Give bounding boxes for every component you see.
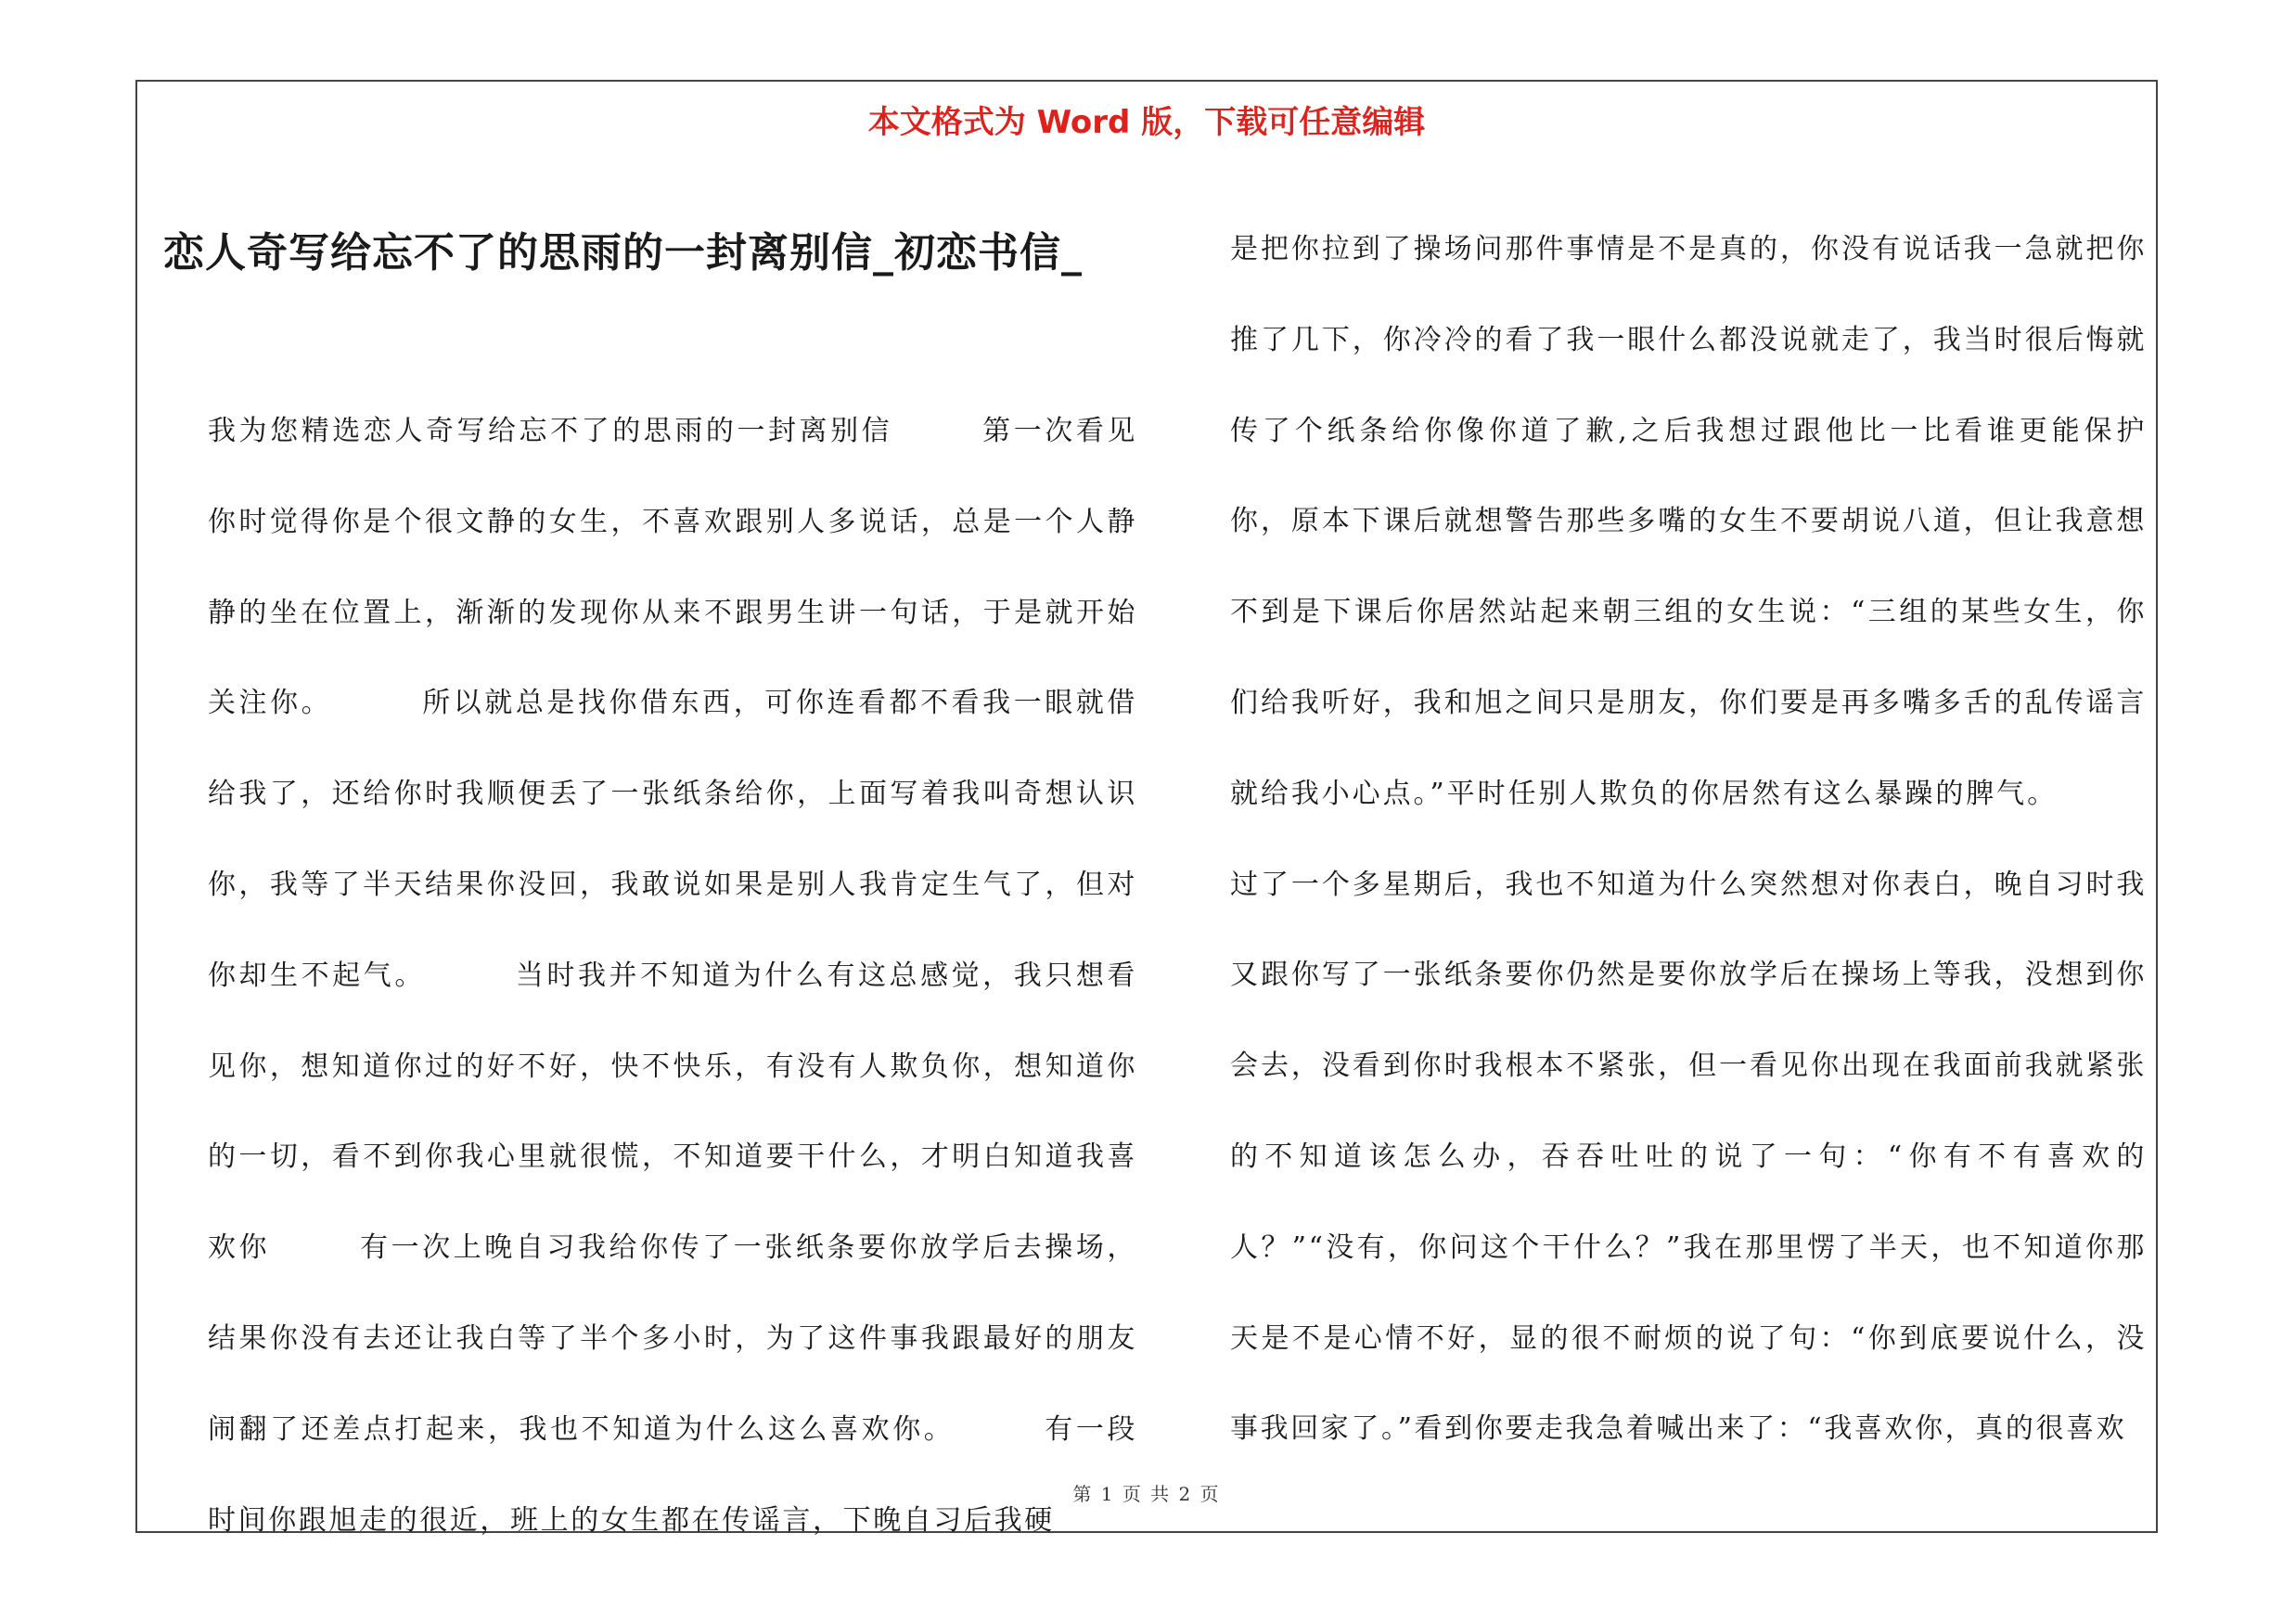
paragraph: 过了一个多星期后，我也不知道为什么突然想对你表白，晚自习时我又跟你写了一张纸条要你仍然是要你放学后在操场上等我，没想到你会去，没看到你时我根本不紧张，但一看见你出现在我面前我就紧张的不知道该怎么办，吞吞吐吐的说了一句：“你有不有喜欢的人？”“没有，你问这个干什么？”我在那里愣了半天，也不知道你那天是不是心情不好，显的很不耐烦的说了句：“你到底要说什么，没事我回家了。”看到你要走我急着喊出来了：“我喜欢你，真的很喜欢 (1230, 868, 2147, 1446)
right-text-column (1230, 204, 2147, 1520)
paragraph: 第一次看见你时觉得你是个很文静的女生，不喜欢跟别人多说话，总是一个人静静的坐在位置上，渐渐的发现你从来不跟男生讲一句话，于是就开始关注你。 (208, 415, 1137, 720)
word-format-banner: 本文格式为 Word 版，下载可任意编辑 (867, 104, 1426, 141)
paragraph: 所以就总是找你借东西，可你连看都不看我一眼就借给我了，还给你时我顺便丢了一张纸条给你，上面写着我叫奇想认识你，我等了半天结果你没回，我敢说如果是别人我肯定生气了，但对你却生不起气。 (208, 687, 1137, 992)
paragraph: 是把你拉到了操场问那件事情是不是真的，你没有说话我一急就把你推了几下，你冷冷的看了我一眼什么都没说就走了，我当时很后悔就传了个纸条给你像你道了歉,之后我想过跟他比一比看谁更能保护你，原本下课后就想警告那些多嘴的女生不要胡说八道，但让我意想不到是下课后你居然站起来朝三组的女生说：“三组的某些女生，你们给我听好，我和旭之间只是朋友，你们要是再多嘴多舌的乱传谣言就给我小心点。”平时任别人欺负的你居然有这么暴躁的脾气。 (1230, 233, 2147, 810)
page-number-footer: 第 1 页 共 2 页 (1072, 1483, 1221, 1505)
paragraph: 我为您精选恋人奇写给忘不了的思雨的一封离别信 (208, 415, 893, 447)
left-text-column (208, 386, 1138, 1537)
page-frame (135, 80, 2158, 1537)
paragraph: 当时我并不知道为什么有这总感觉，我只想看见你，想知道你过的好不好，快不快乐，有没有人欺负你，想知道你的一切，看不到你我心里就很慌，不知道要干什么，才明白知道我喜欢你 (208, 959, 1137, 1265)
paragraph: 有一段时间你跟旭走的很近，班上的女生都在传谣言，下晚自习后我硬 (208, 1412, 1137, 1537)
document-title: 恋人奇写给忘不了的思雨的一封离别信_初恋书信_ (163, 229, 1083, 277)
paragraph: 有一次上晚自习我给你传了一张纸条要你放学后去操场，结果你没有去还让我白等了半个多小时，为了这件事我跟最好的朋友闹翻了还差点打起来，我也不知道为什么这么喜欢你。 (208, 1231, 1138, 1446)
